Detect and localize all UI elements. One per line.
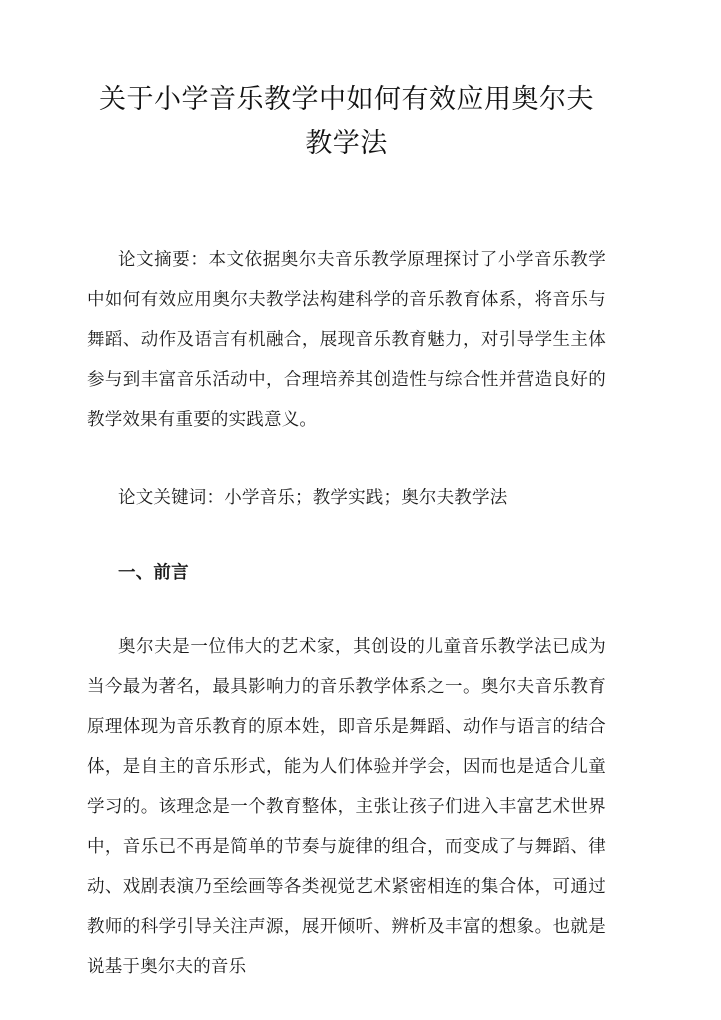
page-title-line-1: 关于小学音乐教学中如何有效应用奥尔夫 bbox=[99, 84, 594, 115]
page-title-line-2: 教学法 bbox=[305, 128, 388, 159]
abstract-paragraph: 论文摘要：本文依据奥尔夫音乐教学原理探讨了小学音乐教学中如何有效应用奥尔夫教学法构建科学的音乐教育体系，将音乐与舞蹈、动作及语言有机融合，展现音乐教育魅力，对引导学生主体参与到丰富音乐活动中，合理培养其创造性与综合性并营造良好的教学效果有重要的实践意义。 bbox=[87, 250, 606, 430]
body-paragraph-introduction: 奥尔夫是一位伟大的艺术家，其创设的儿童音乐教学法已成为当今最为著名，最具影响力的音乐教学体系之一。奥尔夫音乐教育原理体现为音乐教育的原本姓，即音乐是舞蹈、动作与语言的结合体，是自主的音乐形式，能为人们体验并学会，因而也是适合儿童学习的。该理念是一个教育整体，主张让孩子们进入丰富艺术世界中，音乐已不再是简单的节奏与旋律的组合，而变成了与舞蹈、律动、戏剧表演乃至绘画等各类视觉艺术紧密相连的集合体，可通过教师的科学引导关注声源，展开倾听、辨析及丰富的想象。也就是说基于奥尔夫的音乐 bbox=[87, 637, 606, 977]
keywords-line: 论文关键词：小学音乐；教学实践；奥尔夫教学法 bbox=[118, 488, 508, 508]
section-heading-introduction: 一、前言 bbox=[118, 563, 189, 583]
page-title bbox=[87, 0, 606, 166]
document-content-column bbox=[87, 0, 606, 987]
